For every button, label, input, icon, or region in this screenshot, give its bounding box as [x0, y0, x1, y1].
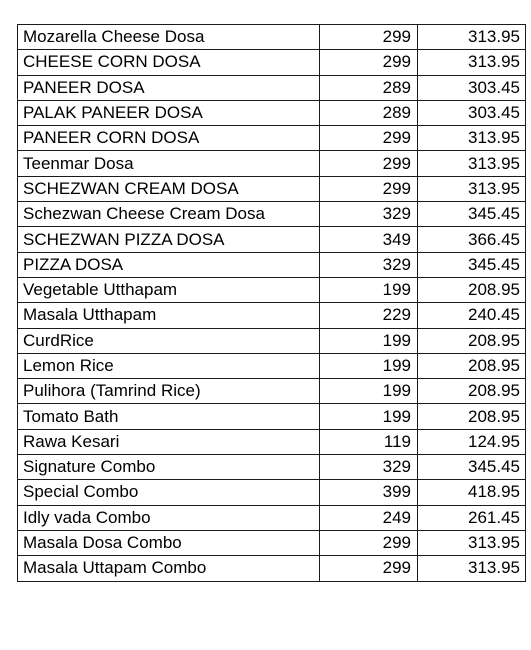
table-row — [18, 75, 526, 100]
item-name-cell: Masala Dosa Combo — [18, 530, 320, 555]
price-with-tax-cell: 345.45 — [418, 202, 526, 227]
table-row — [18, 50, 526, 75]
table-row — [18, 126, 526, 151]
table-row — [18, 100, 526, 125]
price-with-tax-cell: 208.95 — [418, 404, 526, 429]
item-name-cell: PIZZA DOSA — [18, 252, 320, 277]
price-cell: 199 — [320, 277, 418, 302]
item-name-cell: Rawa Kesari — [18, 429, 320, 454]
price-cell: 329 — [320, 252, 418, 277]
item-name-cell: Tomato Bath — [18, 404, 320, 429]
table-row — [18, 202, 526, 227]
table-row — [18, 505, 526, 530]
price-cell: 299 — [320, 50, 418, 75]
item-name-cell: Lemon Rice — [18, 353, 320, 378]
price-with-tax-cell: 261.45 — [418, 505, 526, 530]
item-name-cell: Signature Combo — [18, 455, 320, 480]
price-with-tax-cell: 345.45 — [418, 455, 526, 480]
item-name-cell: SCHEZWAN PIZZA DOSA — [18, 227, 320, 252]
table-row — [18, 252, 526, 277]
table-row — [18, 176, 526, 201]
table-row — [18, 455, 526, 480]
price-with-tax-cell: 345.45 — [418, 252, 526, 277]
item-name-cell: PANEER CORN DOSA — [18, 126, 320, 151]
item-name-cell: Masala Utthapam — [18, 303, 320, 328]
item-name-cell: PALAK PANEER DOSA — [18, 100, 320, 125]
table-row — [18, 379, 526, 404]
item-name-cell: Pulihora (Tamrind Rice) — [18, 379, 320, 404]
price-cell: 199 — [320, 379, 418, 404]
price-with-tax-cell: 124.95 — [418, 429, 526, 454]
menu-price-table — [17, 24, 526, 582]
price-cell: 289 — [320, 75, 418, 100]
price-cell: 199 — [320, 404, 418, 429]
price-cell: 349 — [320, 227, 418, 252]
price-with-tax-cell: 303.45 — [418, 75, 526, 100]
price-with-tax-cell: 418.95 — [418, 480, 526, 505]
price-cell: 229 — [320, 303, 418, 328]
price-cell: 199 — [320, 353, 418, 378]
price-cell: 289 — [320, 100, 418, 125]
menu-table-body — [18, 25, 526, 582]
table-row — [18, 480, 526, 505]
item-name-cell: Special Combo — [18, 480, 320, 505]
price-cell: 119 — [320, 429, 418, 454]
item-name-cell: CurdRice — [18, 328, 320, 353]
table-row — [18, 328, 526, 353]
table-row — [18, 530, 526, 555]
price-with-tax-cell: 208.95 — [418, 328, 526, 353]
price-with-tax-cell: 366.45 — [418, 227, 526, 252]
price-cell: 299 — [320, 126, 418, 151]
price-cell: 399 — [320, 480, 418, 505]
price-cell: 299 — [320, 556, 418, 581]
price-with-tax-cell: 303.45 — [418, 100, 526, 125]
table-row — [18, 277, 526, 302]
price-cell: 329 — [320, 202, 418, 227]
price-with-tax-cell: 208.95 — [418, 277, 526, 302]
price-with-tax-cell: 313.95 — [418, 530, 526, 555]
table-row — [18, 151, 526, 176]
table-row — [18, 429, 526, 454]
item-name-cell: PANEER DOSA — [18, 75, 320, 100]
price-cell: 249 — [320, 505, 418, 530]
price-cell: 299 — [320, 530, 418, 555]
price-with-tax-cell: 313.95 — [418, 176, 526, 201]
price-cell: 329 — [320, 455, 418, 480]
price-with-tax-cell: 240.45 — [418, 303, 526, 328]
item-name-cell: Mozarella Cheese Dosa — [18, 25, 320, 50]
item-name-cell: SCHEZWAN CREAM DOSA — [18, 176, 320, 201]
item-name-cell: Idly vada Combo — [18, 505, 320, 530]
table-row — [18, 404, 526, 429]
price-with-tax-cell: 313.95 — [418, 556, 526, 581]
item-name-cell: Schezwan Cheese Cream Dosa — [18, 202, 320, 227]
table-row — [18, 556, 526, 581]
price-with-tax-cell: 313.95 — [418, 151, 526, 176]
price-with-tax-cell: 313.95 — [418, 25, 526, 50]
table-row — [18, 25, 526, 50]
price-cell: 299 — [320, 25, 418, 50]
price-with-tax-cell: 208.95 — [418, 379, 526, 404]
item-name-cell: Teenmar Dosa — [18, 151, 320, 176]
item-name-cell: Masala Uttapam Combo — [18, 556, 320, 581]
price-with-tax-cell: 208.95 — [418, 353, 526, 378]
price-with-tax-cell: 313.95 — [418, 50, 526, 75]
table-row — [18, 303, 526, 328]
menu-price-sheet — [17, 24, 525, 582]
price-cell: 299 — [320, 176, 418, 201]
table-row — [18, 227, 526, 252]
price-cell: 299 — [320, 151, 418, 176]
price-cell: 199 — [320, 328, 418, 353]
item-name-cell: CHEESE CORN DOSA — [18, 50, 320, 75]
table-row — [18, 353, 526, 378]
item-name-cell: Vegetable Utthapam — [18, 277, 320, 302]
price-with-tax-cell: 313.95 — [418, 126, 526, 151]
